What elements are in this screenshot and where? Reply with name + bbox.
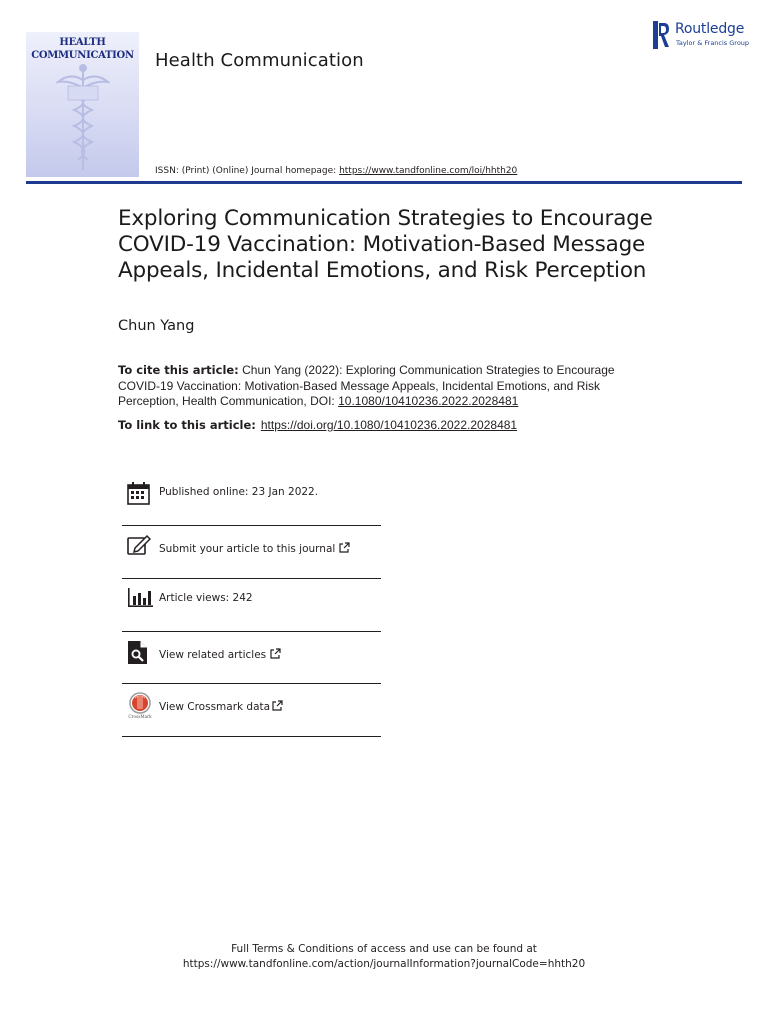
publisher-subtitle: Taylor & Francis Group xyxy=(676,39,750,47)
calendar-icon xyxy=(127,481,150,505)
related-articles-row[interactable] xyxy=(122,640,381,666)
journal-cover xyxy=(26,32,139,177)
cover-title-line2: COMMUNICATION xyxy=(31,50,134,61)
citation-label: To cite this article: xyxy=(118,363,239,377)
document-search-icon xyxy=(127,640,149,665)
article-title: Exploring Communication Strategies to Encourage COVID-19 Vaccination: Motivation-Based Message Appeals, Incidental Emotions, and Risk Perception xyxy=(118,206,653,283)
routledge-logo-icon xyxy=(653,21,670,49)
article-views-row xyxy=(122,587,381,611)
info-divider xyxy=(122,631,381,632)
caduceus-icon xyxy=(56,60,110,172)
article-link-label: To link to this article: xyxy=(118,418,256,432)
footer-terms xyxy=(0,942,768,972)
journal-homepage-link[interactable]: https://www.tandfonline.com/loi/hhth20 xyxy=(339,166,518,176)
info-divider xyxy=(122,736,381,737)
cover-title-line1: HEALTH xyxy=(59,37,106,48)
external-link-icon xyxy=(339,542,350,553)
crossmark-row[interactable] xyxy=(122,692,381,722)
citation-text: Chun Yang (2022): Exploring Communication Strategies to Encourage COVID-19 Vaccination: Motivation-Based Message Appeals, Incidental Emotions, and Risk Perception, Health Communication, DOI: xyxy=(118,363,615,409)
publisher-logo[interactable] xyxy=(653,21,748,51)
footer-terms-url[interactable]: https://www.tandfonline.com/action/journalInformation?journalCode=hhth20 xyxy=(182,958,586,970)
crossmark-link[interactable]: View Crossmark data xyxy=(159,700,283,713)
article-link-block xyxy=(118,418,517,432)
published-row xyxy=(122,481,381,507)
edit-icon xyxy=(127,534,151,556)
crossmark-icon xyxy=(127,692,153,722)
external-link-icon xyxy=(272,700,283,711)
published-date: Published online: 23 Jan 2022. xyxy=(159,486,319,498)
submit-article-link[interactable]: Submit your article to this journal xyxy=(159,542,350,555)
article-author: Chun Yang xyxy=(118,318,195,334)
journal-title: Health Communication xyxy=(155,50,364,71)
info-divider xyxy=(122,683,381,684)
info-divider xyxy=(122,578,381,579)
issn-line xyxy=(155,166,517,176)
related-articles-link[interactable]: View related articles xyxy=(159,648,281,661)
article-views-count: Article views: 242 xyxy=(159,592,253,604)
citation-block xyxy=(118,363,638,410)
external-link-icon xyxy=(270,648,281,659)
citation-doi-link[interactable]: 10.1080/10410236.2022.2028481 xyxy=(338,394,519,409)
bar-chart-icon xyxy=(127,588,153,608)
publisher-name: Routledge xyxy=(675,21,745,37)
footer-terms-line: Full Terms & Conditions of access and use can be found at xyxy=(231,943,537,955)
crossmark-icon-label: CrossMark xyxy=(128,714,152,719)
issn-label: ISSN: (Print) (Online) Journal homepage: xyxy=(155,166,340,176)
submit-article-row[interactable] xyxy=(122,534,381,560)
info-divider xyxy=(122,525,381,526)
article-doi-url[interactable]: https://doi.org/10.1080/10410236.2022.2028481 xyxy=(260,418,518,432)
header-divider xyxy=(26,181,742,184)
